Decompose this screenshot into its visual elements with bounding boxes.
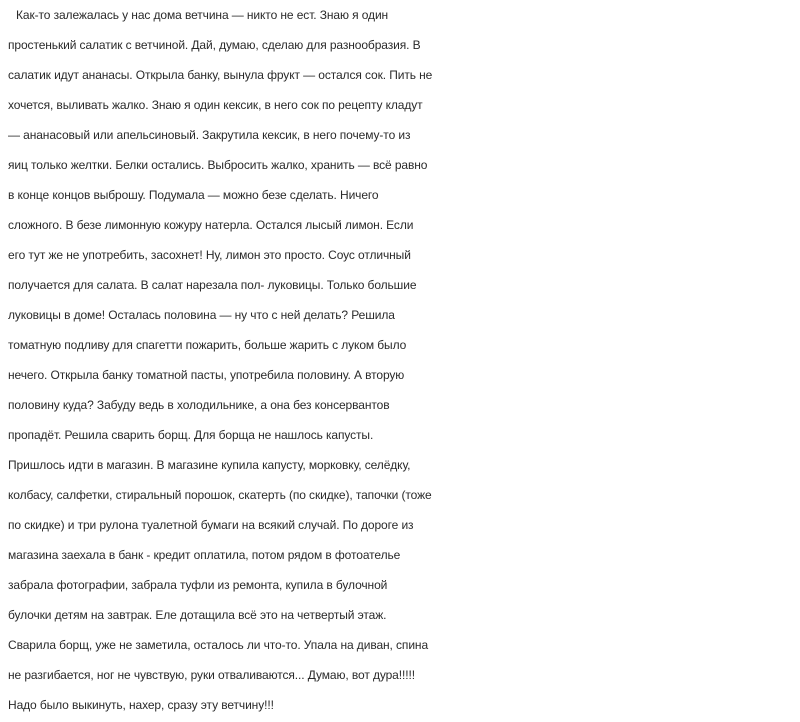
text-line: колбасу, салфетки, стиральный порошок, скатерть (по скидке), тапочки (тоже — [8, 488, 432, 502]
story-text-block — [8, 0, 796, 720]
text-line: Сварила борщ, уже не заметила, осталось ли что-то. Упала на диван, спина — [8, 638, 429, 652]
text-line: булочки детям на завтрак. Еле дотащила всё это на четвертый этаж. — [8, 608, 387, 622]
text-line: его тут же не употребить, засохнет! Ну, лимон это просто. Соус отличный — [8, 248, 411, 262]
text-line: салатик идут ананасы. Открыла банку, вынула фрукт — остался сок. Пить не — [8, 68, 433, 82]
text-line: томатную подливу для спагетти пожарить, больше жарить с луком было — [8, 338, 407, 352]
text-line: не разгибается, ног не чувствую, руки отваливаются... Думаю, вот дура!!!!! — [8, 668, 415, 682]
text-line: магазина заехала в банк - кредит оплатила, потом рядом в фотоателье — [8, 548, 401, 562]
text-line: — ананасовый или апельсиновый. Закрутила кексик, в него почему-то из — [8, 128, 411, 142]
text-line: Пришлось идти в магазин. В магазине купила капусту, морковку, селёдку, — [8, 458, 411, 472]
text-line: сложного. В безе лимонную кожуру натерла. Остался лысый лимон. Если — [8, 218, 414, 232]
text-line: по скидке) и три рулона туалетной бумаги на всякий случай. По дороге из — [8, 518, 414, 532]
text-line: забрала фотографии, забрала туфли из ремонта, купила в булочной — [8, 578, 388, 592]
text-line: получается для салата. В салат нарезала пол- луковицы. Только большие — [8, 278, 417, 292]
text-line: Как-то залежалась у нас дома ветчина — никто не ест. Знаю я один — [16, 8, 389, 22]
text-line: Надо было выкинуть, нахер, сразу эту ветчину!!! — [8, 698, 274, 712]
text-line: половину куда? Забуду ведь в холодильнике, а она без консервантов — [8, 398, 390, 412]
text-line: хочется, выливать жалко. Знаю я один кексик, в него сок по рецепту кладут — [8, 98, 423, 112]
text-line: нечего. Открыла банку томатной пасты, употребила половину. А вторую — [8, 368, 405, 382]
text-line: в конце концов выброшу. Подумала — можно безе сделать. Ничего — [8, 188, 379, 202]
text-line: пропадёт. Решила сварить борщ. Для борща не нашлось капусты. — [8, 428, 374, 442]
text-line: луковицы в доме! Осталась половина — ну что с ней делать? Решила — [8, 308, 395, 322]
text-line: простенький салатик с ветчиной. Дай, думаю, сделаю для разнообразия. В — [8, 38, 421, 52]
text-line: яиц только желтки. Белки остались. Выбросить жалко, хранить — всё равно — [8, 158, 428, 172]
